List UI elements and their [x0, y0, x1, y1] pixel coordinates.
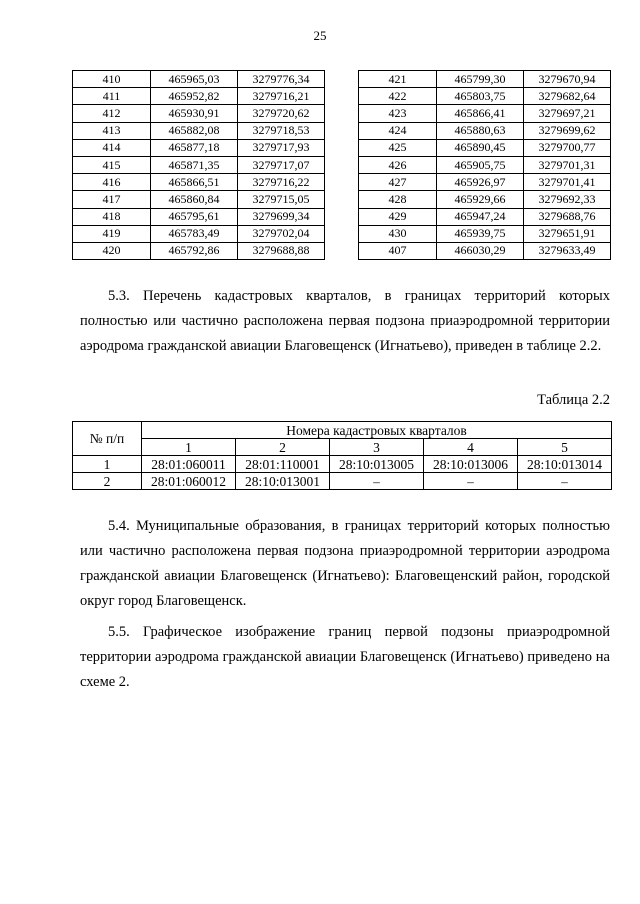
row-number: 2	[73, 473, 142, 490]
coordinate-row	[73, 174, 325, 191]
coord-x: 465792,86	[151, 242, 238, 259]
point-number: 430	[359, 225, 437, 242]
coordinate-row	[73, 191, 325, 208]
coord-y: 3279776,34	[238, 71, 325, 88]
coord-y: 3279701,31	[524, 156, 611, 173]
table-caption: Таблица 2.2	[537, 392, 610, 408]
point-number: 424	[359, 122, 437, 139]
coord-x: 465871,35	[151, 156, 238, 173]
cadastral-quarter: –	[330, 473, 424, 490]
coord-y: 3279715,05	[238, 191, 325, 208]
cadastral-quarter: 28:10:013001	[236, 473, 330, 490]
coord-y: 3279716,21	[238, 88, 325, 105]
point-number: 412	[73, 105, 151, 122]
coord-x: 465890,45	[437, 139, 524, 156]
cadastral-quarter: 28:10:013006	[424, 456, 518, 473]
coordinates-table-left	[72, 70, 325, 260]
paragraph-5-3-text: 5.3. Перечень кадастровых кварталов, в границах территорий которых полностью или частично расположена первая подзона приаэродромной территории аэродрома гражданской авиации Благовещенск (Игнатьево), приведен в таблице 2.2.	[80, 288, 610, 354]
coord-y: 3279717,07	[238, 156, 325, 173]
coord-y: 3279670,94	[524, 71, 611, 88]
coordinate-row	[359, 191, 611, 208]
cadastral-column-number: 1	[142, 439, 236, 456]
coordinate-row	[73, 242, 325, 259]
cadastral-quarter: –	[424, 473, 518, 490]
coordinate-row	[359, 139, 611, 156]
paragraph-5-4-text: 5.4. Муниципальные образования, в границах территорий которых полностью или частично расположена первая подзона приаэродромной территории аэродрома гражданской авиации Благовещенск (Игнатьево): Благовещенский район, городской округ город Благовещенск.	[80, 518, 610, 609]
point-number: 414	[73, 139, 151, 156]
cadastral-quarter: 28:10:013005	[330, 456, 424, 473]
coord-y: 3279701,41	[524, 174, 611, 191]
coord-x: 465965,03	[151, 71, 238, 88]
coordinates-table-right	[358, 70, 611, 260]
coordinate-row	[359, 71, 611, 88]
cadastral-quarter: –	[518, 473, 612, 490]
coord-y: 3279717,93	[238, 139, 325, 156]
coord-x: 465803,75	[437, 88, 524, 105]
coordinate-row	[359, 208, 611, 225]
cadastral-column-number: 3	[330, 439, 424, 456]
coord-y: 3279633,49	[524, 242, 611, 259]
cadastral-column-number: 4	[424, 439, 518, 456]
point-number: 422	[359, 88, 437, 105]
coordinate-row	[359, 122, 611, 139]
coord-y: 3279718,53	[238, 122, 325, 139]
cadastral-column-number: 2	[236, 439, 330, 456]
coord-x: 465882,08	[151, 122, 238, 139]
point-number: 428	[359, 191, 437, 208]
point-number: 425	[359, 139, 437, 156]
coord-x: 465866,51	[151, 174, 238, 191]
coordinate-row	[73, 225, 325, 242]
coord-y: 3279682,64	[524, 88, 611, 105]
page-number: 25	[313, 28, 327, 43]
paragraph-5-3	[80, 284, 610, 359]
paragraph-5-5-text: 5.5. Графическое изображение границ первой подзоны приаэродромной территории аэродрома гражданской авиации Благовещенск (Игнатьево) приведено на схеме 2.	[80, 624, 610, 690]
coord-y: 3279702,04	[238, 225, 325, 242]
coordinate-row	[359, 225, 611, 242]
coord-x: 465930,91	[151, 105, 238, 122]
coord-x: 465952,82	[151, 88, 238, 105]
coord-x: 465795,61	[151, 208, 238, 225]
cadastral-quarter: 28:01:060012	[142, 473, 236, 490]
coord-x: 465929,66	[437, 191, 524, 208]
coord-x: 465939,75	[437, 225, 524, 242]
coord-y: 3279716,22	[238, 174, 325, 191]
coordinate-row	[73, 71, 325, 88]
point-number: 407	[359, 242, 437, 259]
row-number: 1	[73, 456, 142, 473]
point-number: 419	[73, 225, 151, 242]
cadastral-row	[73, 473, 612, 490]
coordinate-row	[359, 242, 611, 259]
coordinate-row	[359, 156, 611, 173]
point-number: 418	[73, 208, 151, 225]
coordinate-row	[73, 105, 325, 122]
paragraph-5-4	[80, 514, 610, 614]
coordinate-row	[73, 139, 325, 156]
point-number: 410	[73, 71, 151, 88]
cadastral-header-number: № п/п	[73, 422, 142, 456]
coordinate-row	[73, 208, 325, 225]
coord-x: 465866,41	[437, 105, 524, 122]
point-number: 413	[73, 122, 151, 139]
cadastral-header-group: Номера кадастровых кварталов	[142, 422, 612, 439]
coord-y: 3279688,88	[238, 242, 325, 259]
coord-y: 3279720,62	[238, 105, 325, 122]
coord-x: 465947,24	[437, 208, 524, 225]
coord-x: 465783,49	[151, 225, 238, 242]
point-number: 427	[359, 174, 437, 191]
coord-x: 465799,30	[437, 71, 524, 88]
point-number: 429	[359, 208, 437, 225]
cadastral-quarter: 28:01:110001	[236, 456, 330, 473]
point-number: 420	[73, 242, 151, 259]
point-number: 421	[359, 71, 437, 88]
cadastral-quarter: 28:10:013014	[518, 456, 612, 473]
coord-y: 3279700,77	[524, 139, 611, 156]
coord-x: 465905,75	[437, 156, 524, 173]
coordinate-row	[359, 105, 611, 122]
coordinate-row	[73, 122, 325, 139]
coordinate-row	[359, 174, 611, 191]
point-number: 416	[73, 174, 151, 191]
point-number: 411	[73, 88, 151, 105]
coord-x: 465880,63	[437, 122, 524, 139]
point-number: 423	[359, 105, 437, 122]
coord-y: 3279699,62	[524, 122, 611, 139]
coord-y: 3279688,76	[524, 208, 611, 225]
coordinate-row	[73, 156, 325, 173]
cadastral-table	[72, 421, 612, 490]
point-number: 415	[73, 156, 151, 173]
coordinate-row	[359, 88, 611, 105]
coord-y: 3279699,34	[238, 208, 325, 225]
cadastral-column-number: 5	[518, 439, 612, 456]
coordinate-row	[73, 88, 325, 105]
cadastral-quarter: 28:01:060011	[142, 456, 236, 473]
point-number: 417	[73, 191, 151, 208]
coord-y: 3279692,33	[524, 191, 611, 208]
coord-y: 3279651,91	[524, 225, 611, 242]
coord-x: 465860,84	[151, 191, 238, 208]
coord-x: 465926,97	[437, 174, 524, 191]
cadastral-row	[73, 456, 612, 473]
point-number: 426	[359, 156, 437, 173]
coord-x: 465877,18	[151, 139, 238, 156]
coord-y: 3279697,21	[524, 105, 611, 122]
coord-x: 466030,29	[437, 242, 524, 259]
paragraph-5-5	[80, 620, 610, 695]
